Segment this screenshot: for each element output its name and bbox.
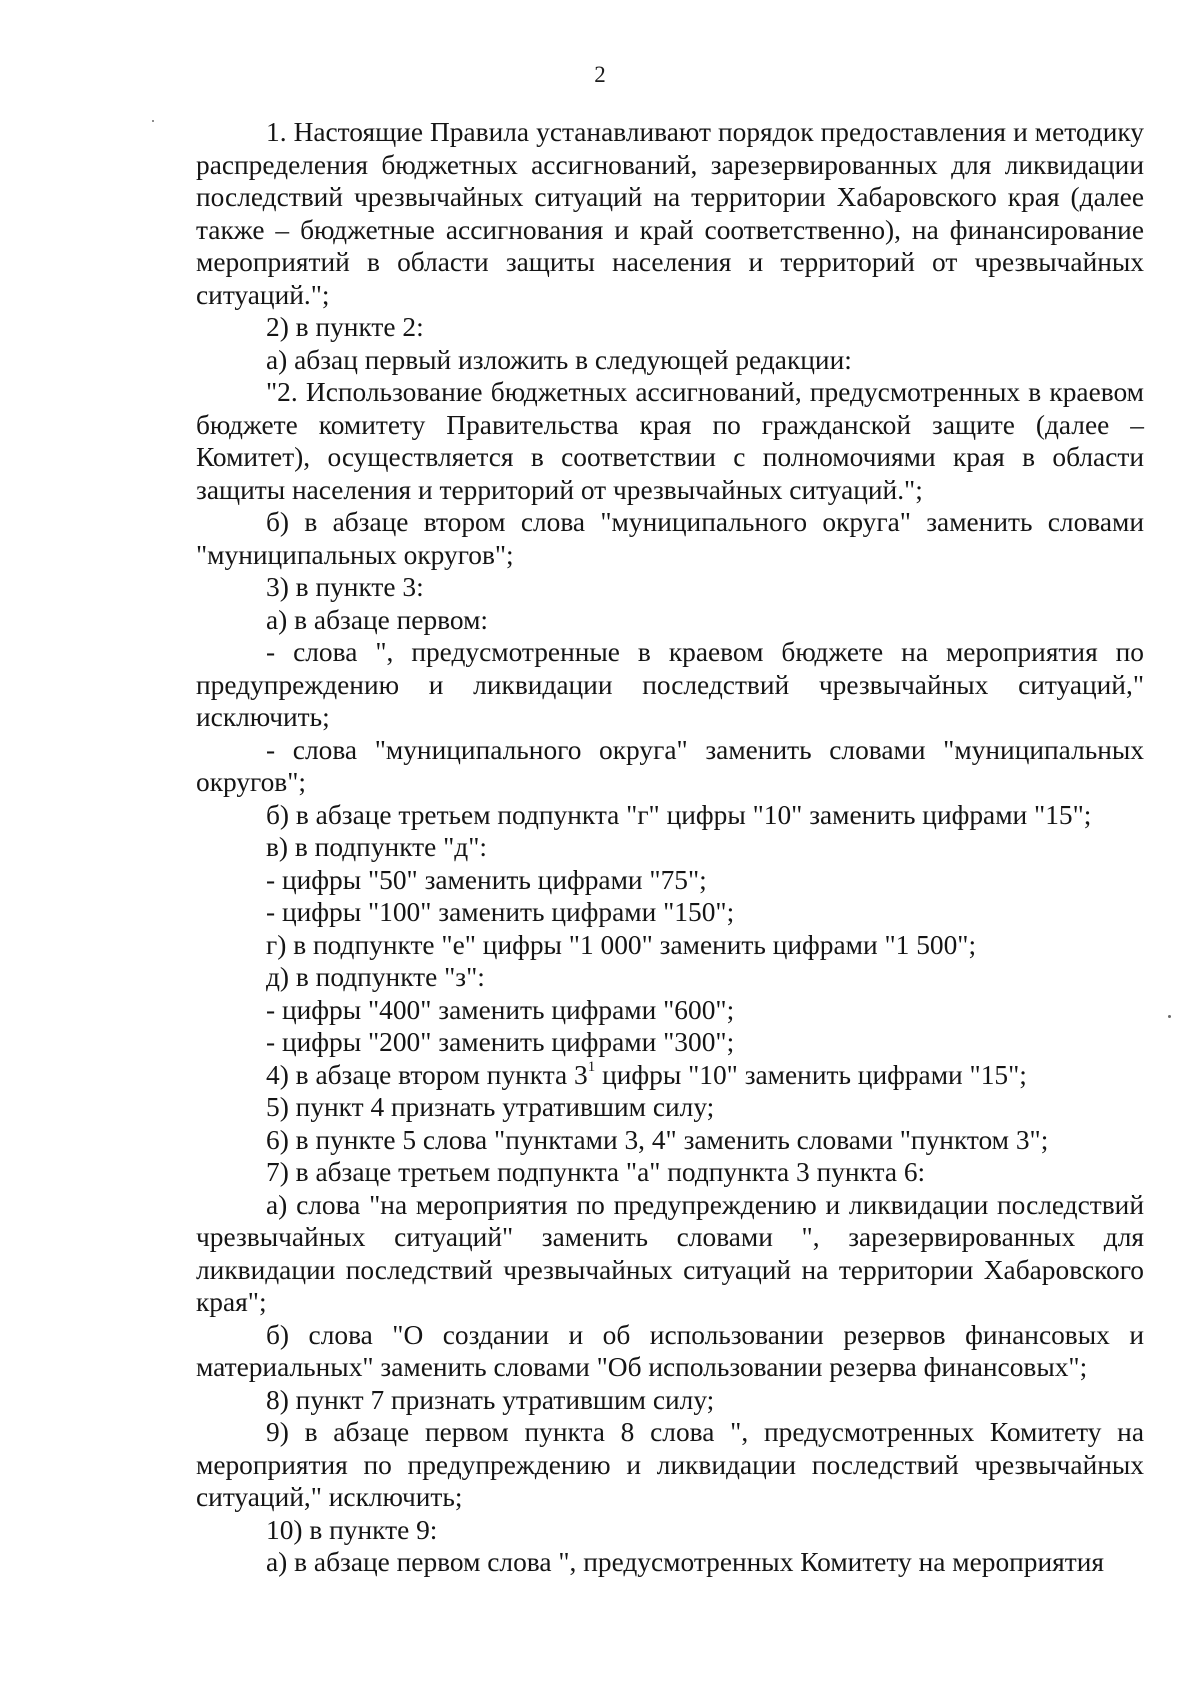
paragraph: 2) в пункте 2:: [266, 312, 424, 342]
paragraph: - слова ", предусмотренные в краевом бюджете на мероприятия по предупреждению и ликвидации последствий чрезвычайных ситуаций," исключить;: [196, 637, 1144, 732]
paragraph: а) слова "на мероприятия по предупреждению и ликвидации последствий чрезвычайных ситуаций" заменить словами ", зарезервированных для ликвидации последствий чрезвычайных ситуаций на территории Хабаровского края";: [196, 1189, 1144, 1317]
paragraph: 9) в абзаце первом пункта 8 слова ", предусмотренных Комитету на мероприятия по предупреждению и ликвидации последствий чрезвычайных ситуаций," исключить;: [196, 1417, 1144, 1512]
paragraph-text: 4) в абзаце втором пункта 3: [266, 1059, 588, 1090]
paragraph: а) в абзаце первом слова ", предусмотренных Комитету на мероприятия: [266, 1547, 1104, 1577]
page-number: 2: [594, 62, 606, 87]
paragraph: 10) в пункте 9:: [266, 1514, 438, 1545]
paragraph-text: цифры "10" заменить цифрами "15";: [595, 1059, 1027, 1090]
paragraph: - цифры "200" заменить цифрами "300";: [266, 1027, 735, 1057]
paragraph: - слова "муниципального округа" заменить словами "муниципальных округов";: [196, 734, 1144, 797]
paragraph: - цифры "50" заменить цифрами "75";: [266, 864, 707, 895]
document-body: [196, 116, 1144, 1579]
paragraph: "2. Использование бюджетных ассигнований, предусмотренных в краевом бюджете комитету Правительства края по гражданской защите (далее – Комитет), осуществляется в соответствии с полномочиями края в области защиты населения и территорий от чрезвычайных ситуаций.";: [196, 377, 1144, 505]
paragraph: а) абзац первый изложить в следующей редакции:: [266, 344, 852, 375]
paragraph: 3) в пункте 3:: [266, 572, 424, 602]
paragraph: - цифры "100" заменить цифрами "150";: [266, 897, 735, 927]
paragraph: б) слова "О создании и об использовании резервов финансовых и материальных" заменить словами "Об использовании резерва финансовых";: [196, 1319, 1144, 1382]
paragraph: 6) в пункте 5 слова "пунктами 3, 4" заменить словами "пунктом 3";: [266, 1124, 1049, 1155]
paragraph: а) в абзаце первом:: [266, 604, 489, 635]
paragraph: б) в абзаце втором слова "муниципального округа" заменить словами "муниципальных округов";: [196, 507, 1144, 570]
paragraph: д) в подпункте "з":: [266, 962, 485, 992]
scan-speck: [1168, 1015, 1171, 1018]
scan-speck: [152, 120, 154, 122]
paragraph: 7) в абзаце третьем подпункта "а" подпункта 3 пункта 6:: [266, 1157, 926, 1187]
superscript: 1: [587, 1059, 596, 1076]
paragraph: 8) пункт 7 признать утратившим силу;: [266, 1384, 715, 1415]
paragraph: 5) пункт 4 признать утратившим силу;: [266, 1092, 715, 1122]
paragraph: 1. Настоящие Правила устанавливают порядок предоставления и методику распределения бюджетных ассигнований, зарезервированных для ликвидации последствий чрезвычайных ситуаций на территории Хабаровского края (далее также – бюджетные ассигнования и край соответственно), на финансирование мероприятий в области защиты населения и территорий от чрезвычайных ситуаций.";: [196, 117, 1144, 310]
paragraph: б) в абзаце третьем подпункта "г" цифры "10" заменить цифрами "15";: [266, 799, 1092, 830]
paragraph: в) в подпункте "д":: [266, 832, 488, 862]
paragraph: - цифры "400" заменить цифрами "600";: [266, 994, 735, 1025]
paragraph: г) в подпункте "е" цифры "1 000" заменить цифрами "1 500";: [266, 929, 977, 960]
paragraph-with-superscript: [196, 1059, 1144, 1092]
